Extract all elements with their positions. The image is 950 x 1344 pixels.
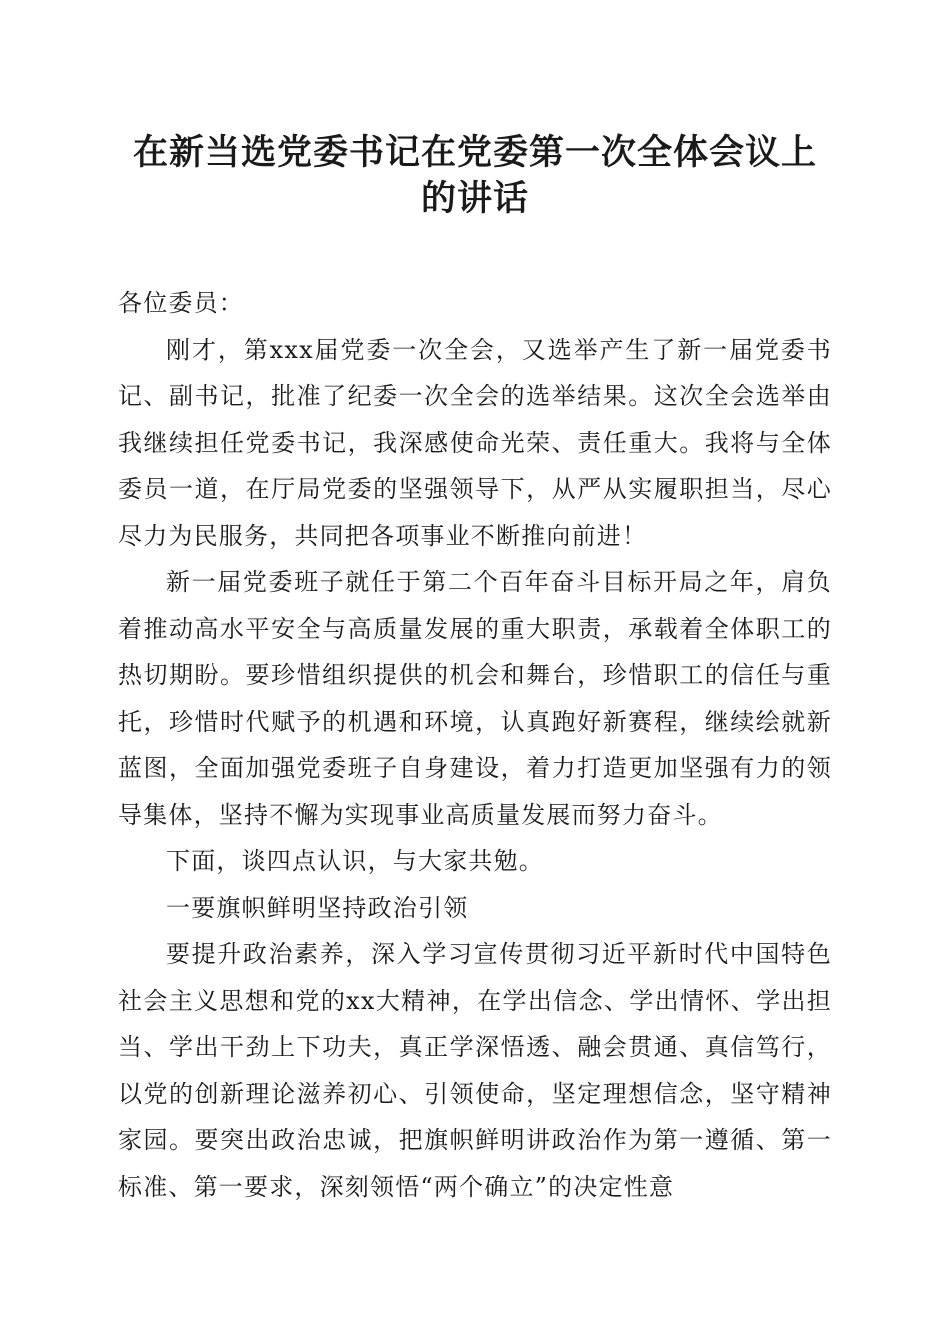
section-paragraph: 要提升政治素养，深入学习宣传贯彻习近平新时代中国特色社会主义思想和党的xx大精神，在学出信念、学出情怀、学出担当、学出干劲上下功夫，真正学深悟透、融会贯通、真信笃行，以党的创新理论滋养初心、引领使命，坚定理想信念，坚守精神家园。要突出政治忠诚，把旗帜鲜明讲政治作为第一遵循、第一标准、第一要求，深刻领悟“两个确立”的决定性意 [118, 940, 832, 1201]
paragraph-3: 下面，谈四点认识，与大家共勉。 [166, 847, 544, 875]
paragraph-2: 新一届党委班子就任于第二个百年奋斗目标开局之年，肩负着推动高水平安全与高质量发展的重大职责，承载着全体职工的热切期盼。要珍惜组织提供的机会和舞台，珍惜职工的信任与重托，珍惜时代赋予的机遇和环境，认真跑好新赛程，继续绘就新蓝图，全面加强党委班子自身建设，着力打造更加坚强有力的领导集体，坚持不懈为实现事业高质量发展而努力奋斗。 [118, 568, 832, 829]
document-body [118, 280, 832, 1210]
paragraph-1: 刚才，第xxx届党委一次全会，又选举产生了新一届党委书记、副书记，批准了纪委一次全会的选举结果。这次全会选举由我继续担任党委书记，我深感使命光荣、责任重大。我将与全体委员一道，在厅局党委的坚强领导下，从严从实履职担当，尽心尽力为民服务，共同把各项事业不断推向前进！ [118, 335, 832, 550]
document-title: 在新当选党委书记在党委第一次全体会议上的讲话 [132, 132, 817, 219]
document-page [118, 130, 832, 1210]
section-heading: 一要旗帜鲜明坚持政治引领 [166, 893, 469, 922]
salutation: 各位委员： [118, 289, 244, 317]
